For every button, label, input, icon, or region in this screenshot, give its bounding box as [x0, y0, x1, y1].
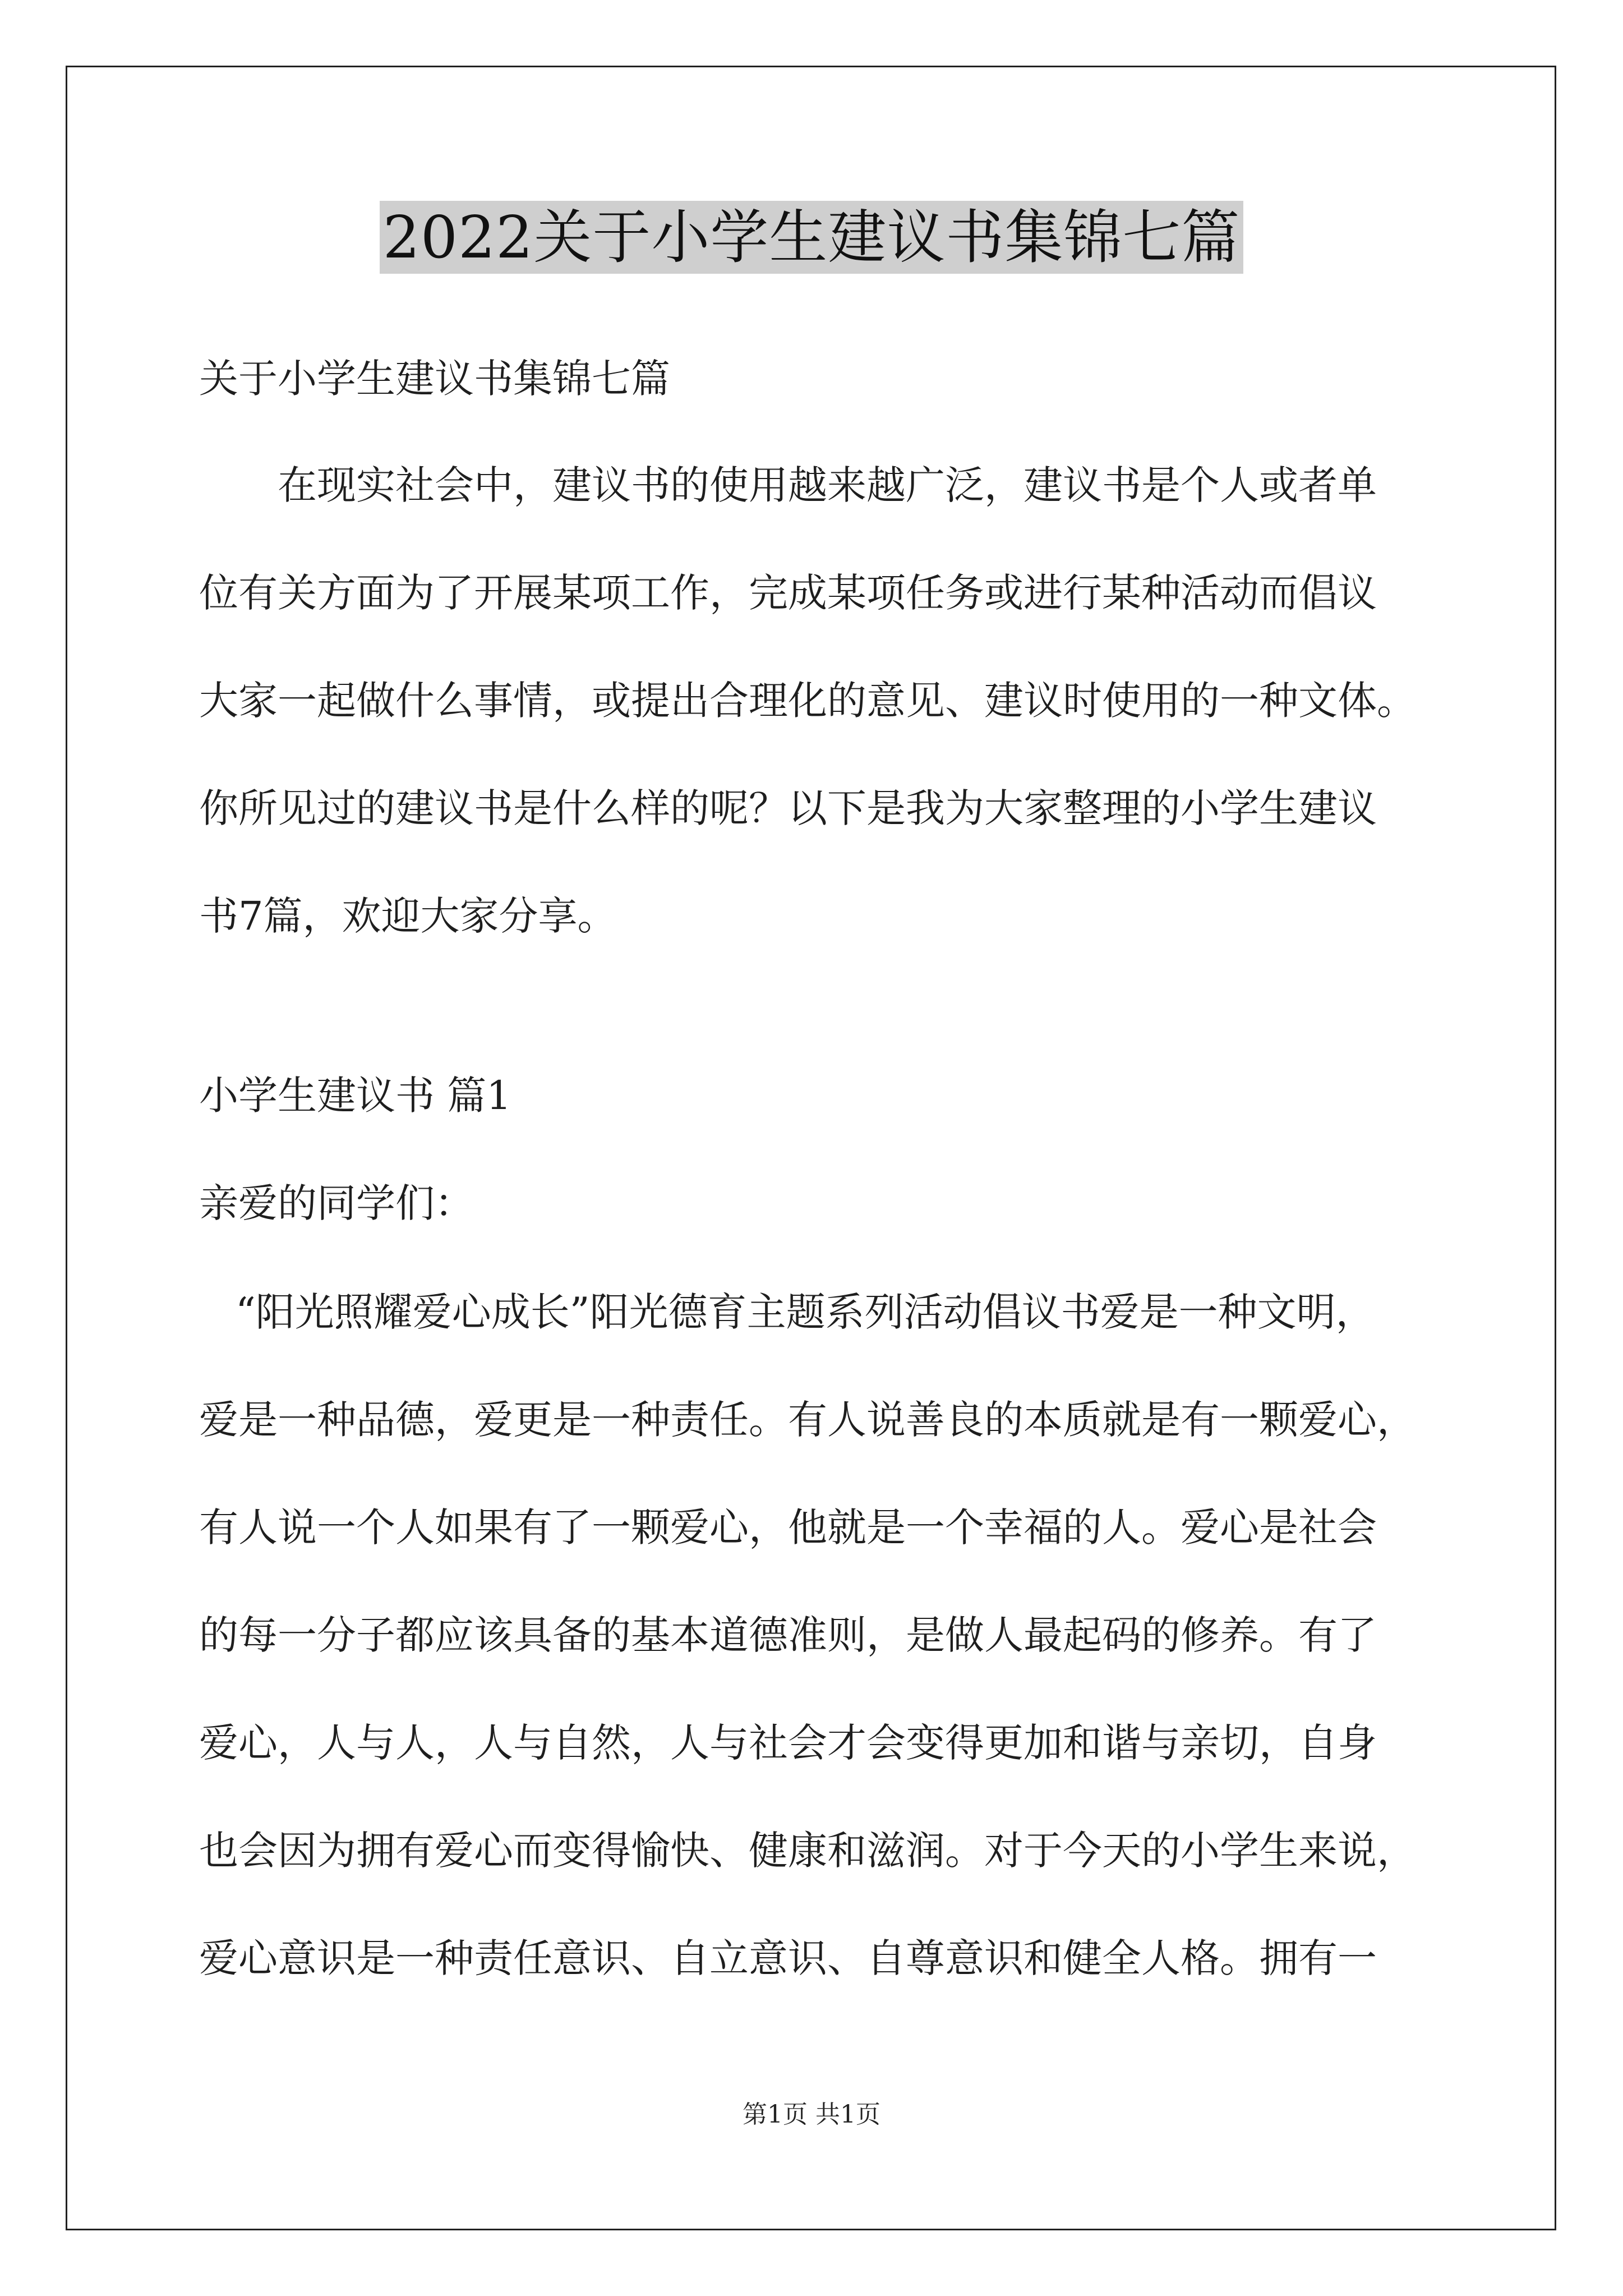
intro-line-5: 书7篇，欢迎大家分享。 — [199, 893, 617, 939]
body-line-2: 爱是一种品德，爱更是一种责任。有人说善良的本质就是有一颗爱心， — [199, 1397, 1416, 1443]
body-line-6: 也会因为拥有爱心而变得愉快、健康和滋润。对于今天的小学生来说， — [199, 1828, 1416, 1874]
body-line-4: 的每一分子都应该具备的基本道德准则，是做人最起码的修养。有了 — [199, 1612, 1377, 1658]
body-line-1: “阳光照耀爱心成长”阳光德育主题系列活动倡议书爱是一种文明， — [236, 1289, 1375, 1335]
page-footer: 第1页 共1页 — [743, 2100, 880, 2129]
body-line-3: 有人说一个人如果有了一颗爱心，他就是一个幸福的人。爱心是社会 — [199, 1504, 1377, 1550]
body-line-7: 爱心意识是一种责任意识、自立意识、自尊意识和健全人格。拥有一 — [199, 1935, 1377, 1981]
intro-line-4: 你所见过的建议书是什么样的呢？以下是我为大家整理的小学生建议 — [199, 785, 1377, 831]
salutation: 亲爱的同学们： — [199, 1180, 474, 1226]
intro-line-2: 位有关方面为了开展某项工作，完成某项任务或进行某种活动而倡议 — [199, 570, 1377, 616]
document-subtitle: 关于小学生建议书集锦七篇 — [199, 356, 670, 402]
intro-line-3: 大家一起做什么事情，或提出合理化的意见、建议时使用的一种文体。 — [199, 678, 1416, 724]
intro-line-1: 在现实社会中，建议书的使用越来越广泛，建议书是个人或者单 — [278, 462, 1377, 508]
section-heading: 小学生建议书 篇1 — [199, 1073, 511, 1119]
document-title: 2022关于小学生建议书集锦七篇 — [380, 201, 1244, 274]
body-line-5: 爱心，人与人，人与自然，人与社会才会变得更加和谐与亲切，自身 — [199, 1720, 1377, 1766]
title-block — [0, 201, 1623, 274]
